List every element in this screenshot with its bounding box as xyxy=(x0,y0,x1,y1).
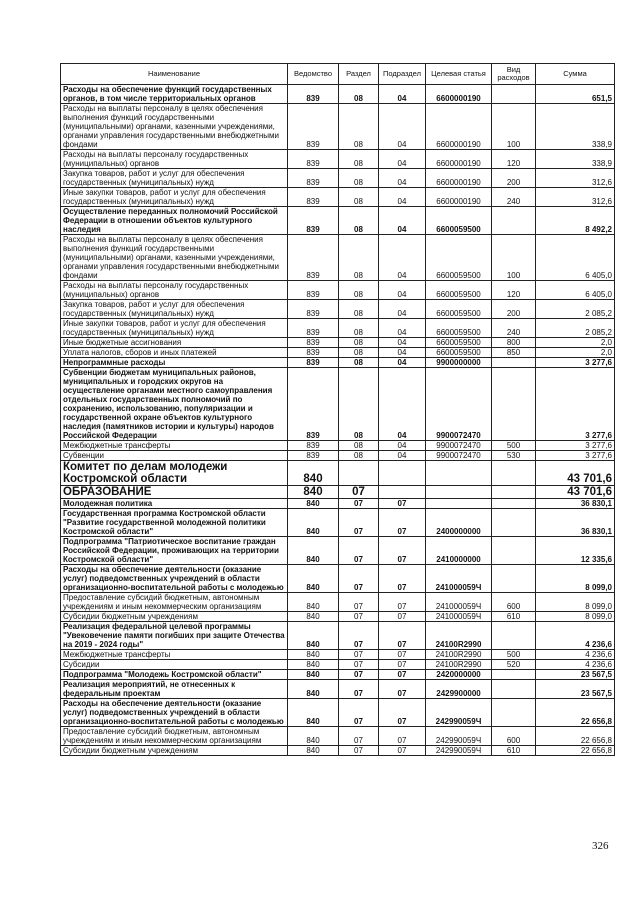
cell-sum: 338,9 xyxy=(536,150,615,169)
cell-sub: 07 xyxy=(379,565,426,593)
cell-dept: 839 xyxy=(288,441,339,451)
cell-dept: 840 xyxy=(288,660,339,670)
cell-target: 6600059500 xyxy=(426,348,492,358)
cell-name: Реализация федеральной целевой программы "Увековечение памяти погибших при защите Отечества на 2019 - 2024 годы" xyxy=(61,622,288,650)
cell-sec: 07 xyxy=(339,486,379,499)
table-row xyxy=(61,650,615,660)
cell-sum: 4 236,6 xyxy=(536,660,615,670)
cell-sec: 07 xyxy=(339,537,379,565)
header-dept: Ведомство xyxy=(288,64,339,85)
table-row xyxy=(61,300,615,319)
cell-target: 6600059500 xyxy=(426,300,492,319)
cell-exp: 100 xyxy=(492,235,536,281)
cell-name: Расходы на выплаты персоналу государственных (муниципальных) органов xyxy=(61,281,288,300)
cell-sec: 08 xyxy=(339,338,379,348)
cell-sec: 08 xyxy=(339,451,379,461)
cell-sum: 8 099,0 xyxy=(536,565,615,593)
cell-sum: 43 701,6 xyxy=(536,461,615,486)
header-subsection: Подраздел xyxy=(379,64,426,85)
cell-sec: 07 xyxy=(339,699,379,727)
cell-target: 241000059Ч xyxy=(426,565,492,593)
cell-exp xyxy=(492,358,536,368)
cell-sum: 4 236,6 xyxy=(536,650,615,660)
cell-name: Расходы на выплаты персоналу в целях обеспечения выполнения функций государственными (муниципальными) органами, казенными учреждениями, органами управления государственными внебюджетными фондами xyxy=(61,104,288,150)
table-row xyxy=(61,207,615,235)
cell-sub: 04 xyxy=(379,188,426,207)
table-row xyxy=(61,612,615,622)
cell-dept: 840 xyxy=(288,746,339,756)
cell-sec: 07 xyxy=(339,622,379,650)
cell-dept: 840 xyxy=(288,486,339,499)
cell-name: Закупка товаров, работ и услуг для обеспечения государственных (муниципальных) нужд xyxy=(61,300,288,319)
cell-name: Предоставление субсидий бюджетным, автономным учреждениям и иным некоммерческим организациям xyxy=(61,593,288,612)
cell-target: 2420000000 xyxy=(426,670,492,680)
cell-exp: 120 xyxy=(492,281,536,300)
cell-name: Подпрограмма "Патриотическое воспитание граждан Российской Федерации, проживающих на территории Костромской области" xyxy=(61,537,288,565)
cell-sec: 08 xyxy=(339,300,379,319)
cell-dept: 840 xyxy=(288,622,339,650)
cell-exp: 500 xyxy=(492,441,536,451)
cell-name: Закупка товаров, работ и услуг для обеспечения государственных (муниципальных) нужд xyxy=(61,169,288,188)
page-number: 326 xyxy=(592,840,609,852)
table-row xyxy=(61,319,615,338)
cell-sub xyxy=(379,461,426,486)
cell-sub: 07 xyxy=(379,650,426,660)
cell-target xyxy=(426,486,492,499)
table-row xyxy=(61,150,615,169)
cell-sub: 04 xyxy=(379,104,426,150)
cell-sub: 04 xyxy=(379,85,426,104)
cell-sub: 07 xyxy=(379,593,426,612)
cell-target: 6600059500 xyxy=(426,235,492,281)
cell-target: 24100R2990 xyxy=(426,622,492,650)
cell-target: 6600059500 xyxy=(426,281,492,300)
cell-exp: 100 xyxy=(492,104,536,150)
cell-sum: 312,6 xyxy=(536,188,615,207)
table-row xyxy=(61,746,615,756)
cell-sum: 43 701,6 xyxy=(536,486,615,499)
cell-sum: 23 567,5 xyxy=(536,680,615,699)
cell-dept: 840 xyxy=(288,680,339,699)
table-row xyxy=(61,338,615,348)
cell-exp xyxy=(492,622,536,650)
cell-sum: 3 277,6 xyxy=(536,441,615,451)
cell-sub: 04 xyxy=(379,451,426,461)
cell-name: Молодежная политика xyxy=(61,499,288,509)
table-row xyxy=(61,169,615,188)
cell-exp: 200 xyxy=(492,169,536,188)
cell-name: Реализация мероприятий, не отнесенных к федеральным проектам xyxy=(61,680,288,699)
cell-sub: 07 xyxy=(379,622,426,650)
cell-sum: 22 656,8 xyxy=(536,727,615,746)
cell-sec: 07 xyxy=(339,660,379,670)
cell-sec: 08 xyxy=(339,169,379,188)
cell-dept: 839 xyxy=(288,188,339,207)
cell-exp: 530 xyxy=(492,451,536,461)
cell-target: 9900072470 xyxy=(426,368,492,441)
cell-exp: 240 xyxy=(492,319,536,338)
cell-sec: 08 xyxy=(339,358,379,368)
cell-target: 6600059500 xyxy=(426,207,492,235)
cell-exp: 800 xyxy=(492,338,536,348)
cell-name: Предоставление субсидий бюджетным, автономным учреждениям и иным некоммерческим организациям xyxy=(61,727,288,746)
cell-sec: 08 xyxy=(339,188,379,207)
cell-sec: 07 xyxy=(339,680,379,699)
cell-sub: 04 xyxy=(379,441,426,451)
cell-sub: 07 xyxy=(379,660,426,670)
cell-exp xyxy=(492,368,536,441)
cell-sec: 07 xyxy=(339,727,379,746)
cell-sec: 08 xyxy=(339,441,379,451)
cell-exp: 500 xyxy=(492,650,536,660)
table-row xyxy=(61,486,615,499)
cell-target: 9900000000 xyxy=(426,358,492,368)
cell-dept: 840 xyxy=(288,612,339,622)
cell-dept: 839 xyxy=(288,235,339,281)
header-sum: Сумма xyxy=(536,64,615,85)
cell-dept: 839 xyxy=(288,300,339,319)
cell-exp: 120 xyxy=(492,150,536,169)
cell-sum: 2,0 xyxy=(536,348,615,358)
cell-sub: 07 xyxy=(379,746,426,756)
cell-exp xyxy=(492,85,536,104)
cell-sum: 12 335,6 xyxy=(536,537,615,565)
table-row xyxy=(61,188,615,207)
cell-name: Расходы на выплаты персоналу в целях обеспечения выполнения функций государственными (муниципальными) органами, казенными учреждениями, органами управления государственными внебюджетными фондами xyxy=(61,235,288,281)
cell-dept: 839 xyxy=(288,368,339,441)
cell-target: 2429900000 xyxy=(426,680,492,699)
cell-target: 241000059Ч xyxy=(426,612,492,622)
cell-sub: 04 xyxy=(379,368,426,441)
cell-sec: 07 xyxy=(339,612,379,622)
cell-sum: 3 277,6 xyxy=(536,451,615,461)
cell-sum: 2 085,2 xyxy=(536,319,615,338)
cell-sub: 04 xyxy=(379,281,426,300)
cell-sub: 04 xyxy=(379,207,426,235)
cell-sec: 07 xyxy=(339,650,379,660)
cell-dept: 839 xyxy=(288,281,339,300)
cell-sec xyxy=(339,461,379,486)
cell-sec: 08 xyxy=(339,150,379,169)
table-row xyxy=(61,593,615,612)
cell-name: Расходы на обеспечение деятельности (оказание услуг) подведомственных учреждений в области организационно-воспитательной работы с молодежью xyxy=(61,699,288,727)
cell-sub: 07 xyxy=(379,699,426,727)
cell-dept: 840 xyxy=(288,650,339,660)
cell-target: 241000059Ч xyxy=(426,593,492,612)
cell-dept: 840 xyxy=(288,699,339,727)
cell-sec: 08 xyxy=(339,348,379,358)
cell-name: Субвенции бюджетам муниципальных районов, муниципальных и городских округов на осуществление органами местного самоуправления отдельных государственных полномочий по сохранению, использованию, популяризации и государственной охране объектов культурного наследия (памятников истории и культуры) народов Российской Федерации xyxy=(61,368,288,441)
cell-name: Осуществление переданных полномочий Российской Федерации в отношении объектов культурного наследия xyxy=(61,207,288,235)
cell-exp xyxy=(492,670,536,680)
cell-dept: 839 xyxy=(288,207,339,235)
cell-sub xyxy=(379,486,426,499)
cell-dept: 839 xyxy=(288,169,339,188)
cell-dept: 840 xyxy=(288,537,339,565)
table-row xyxy=(61,622,615,650)
cell-exp xyxy=(492,461,536,486)
cell-sec: 08 xyxy=(339,319,379,338)
table-row xyxy=(61,368,615,441)
cell-sec: 07 xyxy=(339,670,379,680)
cell-exp xyxy=(492,509,536,537)
table-row xyxy=(61,509,615,537)
cell-target: 6600059500 xyxy=(426,319,492,338)
cell-target: 6600000190 xyxy=(426,150,492,169)
cell-sec: 08 xyxy=(339,207,379,235)
cell-target: 2410000000 xyxy=(426,537,492,565)
table-row xyxy=(61,451,615,461)
cell-sum: 2 085,2 xyxy=(536,300,615,319)
cell-sub: 04 xyxy=(379,235,426,281)
cell-sub: 07 xyxy=(379,680,426,699)
cell-dept: 839 xyxy=(288,319,339,338)
cell-target xyxy=(426,461,492,486)
table-row xyxy=(61,104,615,150)
cell-target xyxy=(426,499,492,509)
cell-exp xyxy=(492,207,536,235)
cell-target: 9900072470 xyxy=(426,451,492,461)
cell-target: 6600000190 xyxy=(426,169,492,188)
cell-sum: 6 405,0 xyxy=(536,281,615,300)
cell-name: Государственная программа Костромской области "Развитие государственной молодежной политики Костромской области" xyxy=(61,509,288,537)
cell-sum: 23 567,5 xyxy=(536,670,615,680)
cell-target: 24100R2990 xyxy=(426,660,492,670)
cell-name: Непрограммные расходы xyxy=(61,358,288,368)
cell-name: Субсидии бюджетным учреждениям xyxy=(61,746,288,756)
cell-target: 6600000190 xyxy=(426,85,492,104)
cell-sum: 3 277,6 xyxy=(536,358,615,368)
cell-dept: 839 xyxy=(288,451,339,461)
cell-sec: 07 xyxy=(339,565,379,593)
cell-sum: 3 277,6 xyxy=(536,368,615,441)
cell-sub: 04 xyxy=(379,150,426,169)
table-row xyxy=(61,680,615,699)
cell-name: Субвенции xyxy=(61,451,288,461)
cell-exp xyxy=(492,486,536,499)
cell-name: Субсидии бюджетным учреждениям xyxy=(61,612,288,622)
table-row xyxy=(61,441,615,451)
cell-sub: 04 xyxy=(379,348,426,358)
cell-target: 242990059Ч xyxy=(426,746,492,756)
cell-exp xyxy=(492,699,536,727)
cell-sub: 07 xyxy=(379,499,426,509)
cell-sec: 07 xyxy=(339,593,379,612)
cell-sub: 04 xyxy=(379,319,426,338)
table-row xyxy=(61,358,615,368)
cell-dept: 839 xyxy=(288,338,339,348)
cell-dept: 839 xyxy=(288,104,339,150)
cell-dept: 839 xyxy=(288,85,339,104)
cell-dept: 840 xyxy=(288,461,339,486)
cell-exp xyxy=(492,537,536,565)
cell-name: Иные закупки товаров, работ и услуг для обеспечения государственных (муниципальных) нужд xyxy=(61,188,288,207)
cell-dept: 840 xyxy=(288,499,339,509)
cell-sec: 07 xyxy=(339,499,379,509)
cell-sec: 07 xyxy=(339,746,379,756)
cell-sum: 8 099,0 xyxy=(536,593,615,612)
cell-target: 6600000190 xyxy=(426,188,492,207)
cell-sum: 651,5 xyxy=(536,85,615,104)
cell-name: Иные закупки товаров, работ и услуг для обеспечения государственных (муниципальных) нужд xyxy=(61,319,288,338)
table-body xyxy=(61,85,615,756)
cell-sum: 312,6 xyxy=(536,169,615,188)
table-row xyxy=(61,537,615,565)
cell-exp: 240 xyxy=(492,188,536,207)
cell-name: Межбюджетные трансферты xyxy=(61,441,288,451)
cell-sum: 36 830,1 xyxy=(536,499,615,509)
cell-exp: 610 xyxy=(492,746,536,756)
header-expense: Вид расходов xyxy=(492,64,536,85)
cell-name: Субсидии xyxy=(61,660,288,670)
cell-dept: 839 xyxy=(288,358,339,368)
cell-name: Расходы на обеспечение функций государственных органов, в том числе территориальных органов xyxy=(61,85,288,104)
cell-sec: 08 xyxy=(339,104,379,150)
cell-sub: 07 xyxy=(379,612,426,622)
table-row xyxy=(61,660,615,670)
cell-target: 6600059500 xyxy=(426,338,492,348)
cell-exp: 200 xyxy=(492,300,536,319)
table-row xyxy=(61,461,615,486)
cell-dept: 840 xyxy=(288,727,339,746)
cell-target: 9900072470 xyxy=(426,441,492,451)
cell-dept: 840 xyxy=(288,565,339,593)
table-row xyxy=(61,699,615,727)
cell-exp: 600 xyxy=(492,727,536,746)
cell-dept: 840 xyxy=(288,670,339,680)
cell-sum: 2,0 xyxy=(536,338,615,348)
cell-target: 242990059Ч xyxy=(426,699,492,727)
cell-exp: 610 xyxy=(492,612,536,622)
cell-exp xyxy=(492,680,536,699)
cell-sum: 22 656,8 xyxy=(536,746,615,756)
cell-sub: 07 xyxy=(379,509,426,537)
cell-exp: 520 xyxy=(492,660,536,670)
cell-sub: 07 xyxy=(379,670,426,680)
cell-target: 2400000000 xyxy=(426,509,492,537)
table-row xyxy=(61,348,615,358)
cell-target: 242990059Ч xyxy=(426,727,492,746)
cell-sum: 6 405,0 xyxy=(536,235,615,281)
cell-name: Иные бюджетные ассигнования xyxy=(61,338,288,348)
cell-sub: 07 xyxy=(379,537,426,565)
cell-exp: 600 xyxy=(492,593,536,612)
cell-dept: 840 xyxy=(288,593,339,612)
cell-sub: 04 xyxy=(379,300,426,319)
cell-dept: 839 xyxy=(288,348,339,358)
cell-sum: 8 492,2 xyxy=(536,207,615,235)
cell-sub: 04 xyxy=(379,338,426,348)
cell-sum: 4 236,6 xyxy=(536,622,615,650)
table-row xyxy=(61,281,615,300)
cell-name: Расходы на обеспечение деятельности (оказание услуг) подведомственных учреждений в области организационно-воспитательной работы с молодежью xyxy=(61,565,288,593)
cell-target: 6600000190 xyxy=(426,104,492,150)
cell-sum: 8 099,0 xyxy=(536,612,615,622)
table-row xyxy=(61,85,615,104)
cell-sec: 08 xyxy=(339,368,379,441)
cell-dept: 839 xyxy=(288,150,339,169)
cell-name: Комитет по делам молодежи Костромской области xyxy=(61,461,288,486)
header-section: Раздел xyxy=(339,64,379,85)
cell-name: Межбюджетные трансферты xyxy=(61,650,288,660)
table-row xyxy=(61,727,615,746)
cell-sec: 08 xyxy=(339,85,379,104)
cell-name: Расходы на выплаты персоналу государственных (муниципальных) органов xyxy=(61,150,288,169)
cell-exp xyxy=(492,565,536,593)
cell-exp: 850 xyxy=(492,348,536,358)
cell-name: ОБРАЗОВАНИЕ xyxy=(61,486,288,499)
cell-sub: 07 xyxy=(379,727,426,746)
header-name: Наименование xyxy=(61,64,288,85)
table-row xyxy=(61,565,615,593)
cell-dept: 840 xyxy=(288,509,339,537)
cell-sub: 04 xyxy=(379,358,426,368)
table-row xyxy=(61,670,615,680)
table-row xyxy=(61,499,615,509)
table-header-row xyxy=(61,64,615,85)
cell-sum: 22 656,8 xyxy=(536,699,615,727)
cell-sum: 338,9 xyxy=(536,104,615,150)
header-target: Целевая статья xyxy=(426,64,492,85)
cell-sub: 04 xyxy=(379,169,426,188)
cell-sum: 36 830,1 xyxy=(536,509,615,537)
cell-sec: 07 xyxy=(339,509,379,537)
cell-name: Подпрограмма "Молодежь Костромской области" xyxy=(61,670,288,680)
budget-table xyxy=(60,63,615,756)
table-row xyxy=(61,235,615,281)
cell-target: 24100R2990 xyxy=(426,650,492,660)
cell-name: Уплата налогов, сборов и иных платежей xyxy=(61,348,288,358)
cell-exp xyxy=(492,499,536,509)
cell-sec: 08 xyxy=(339,281,379,300)
cell-sec: 08 xyxy=(339,235,379,281)
